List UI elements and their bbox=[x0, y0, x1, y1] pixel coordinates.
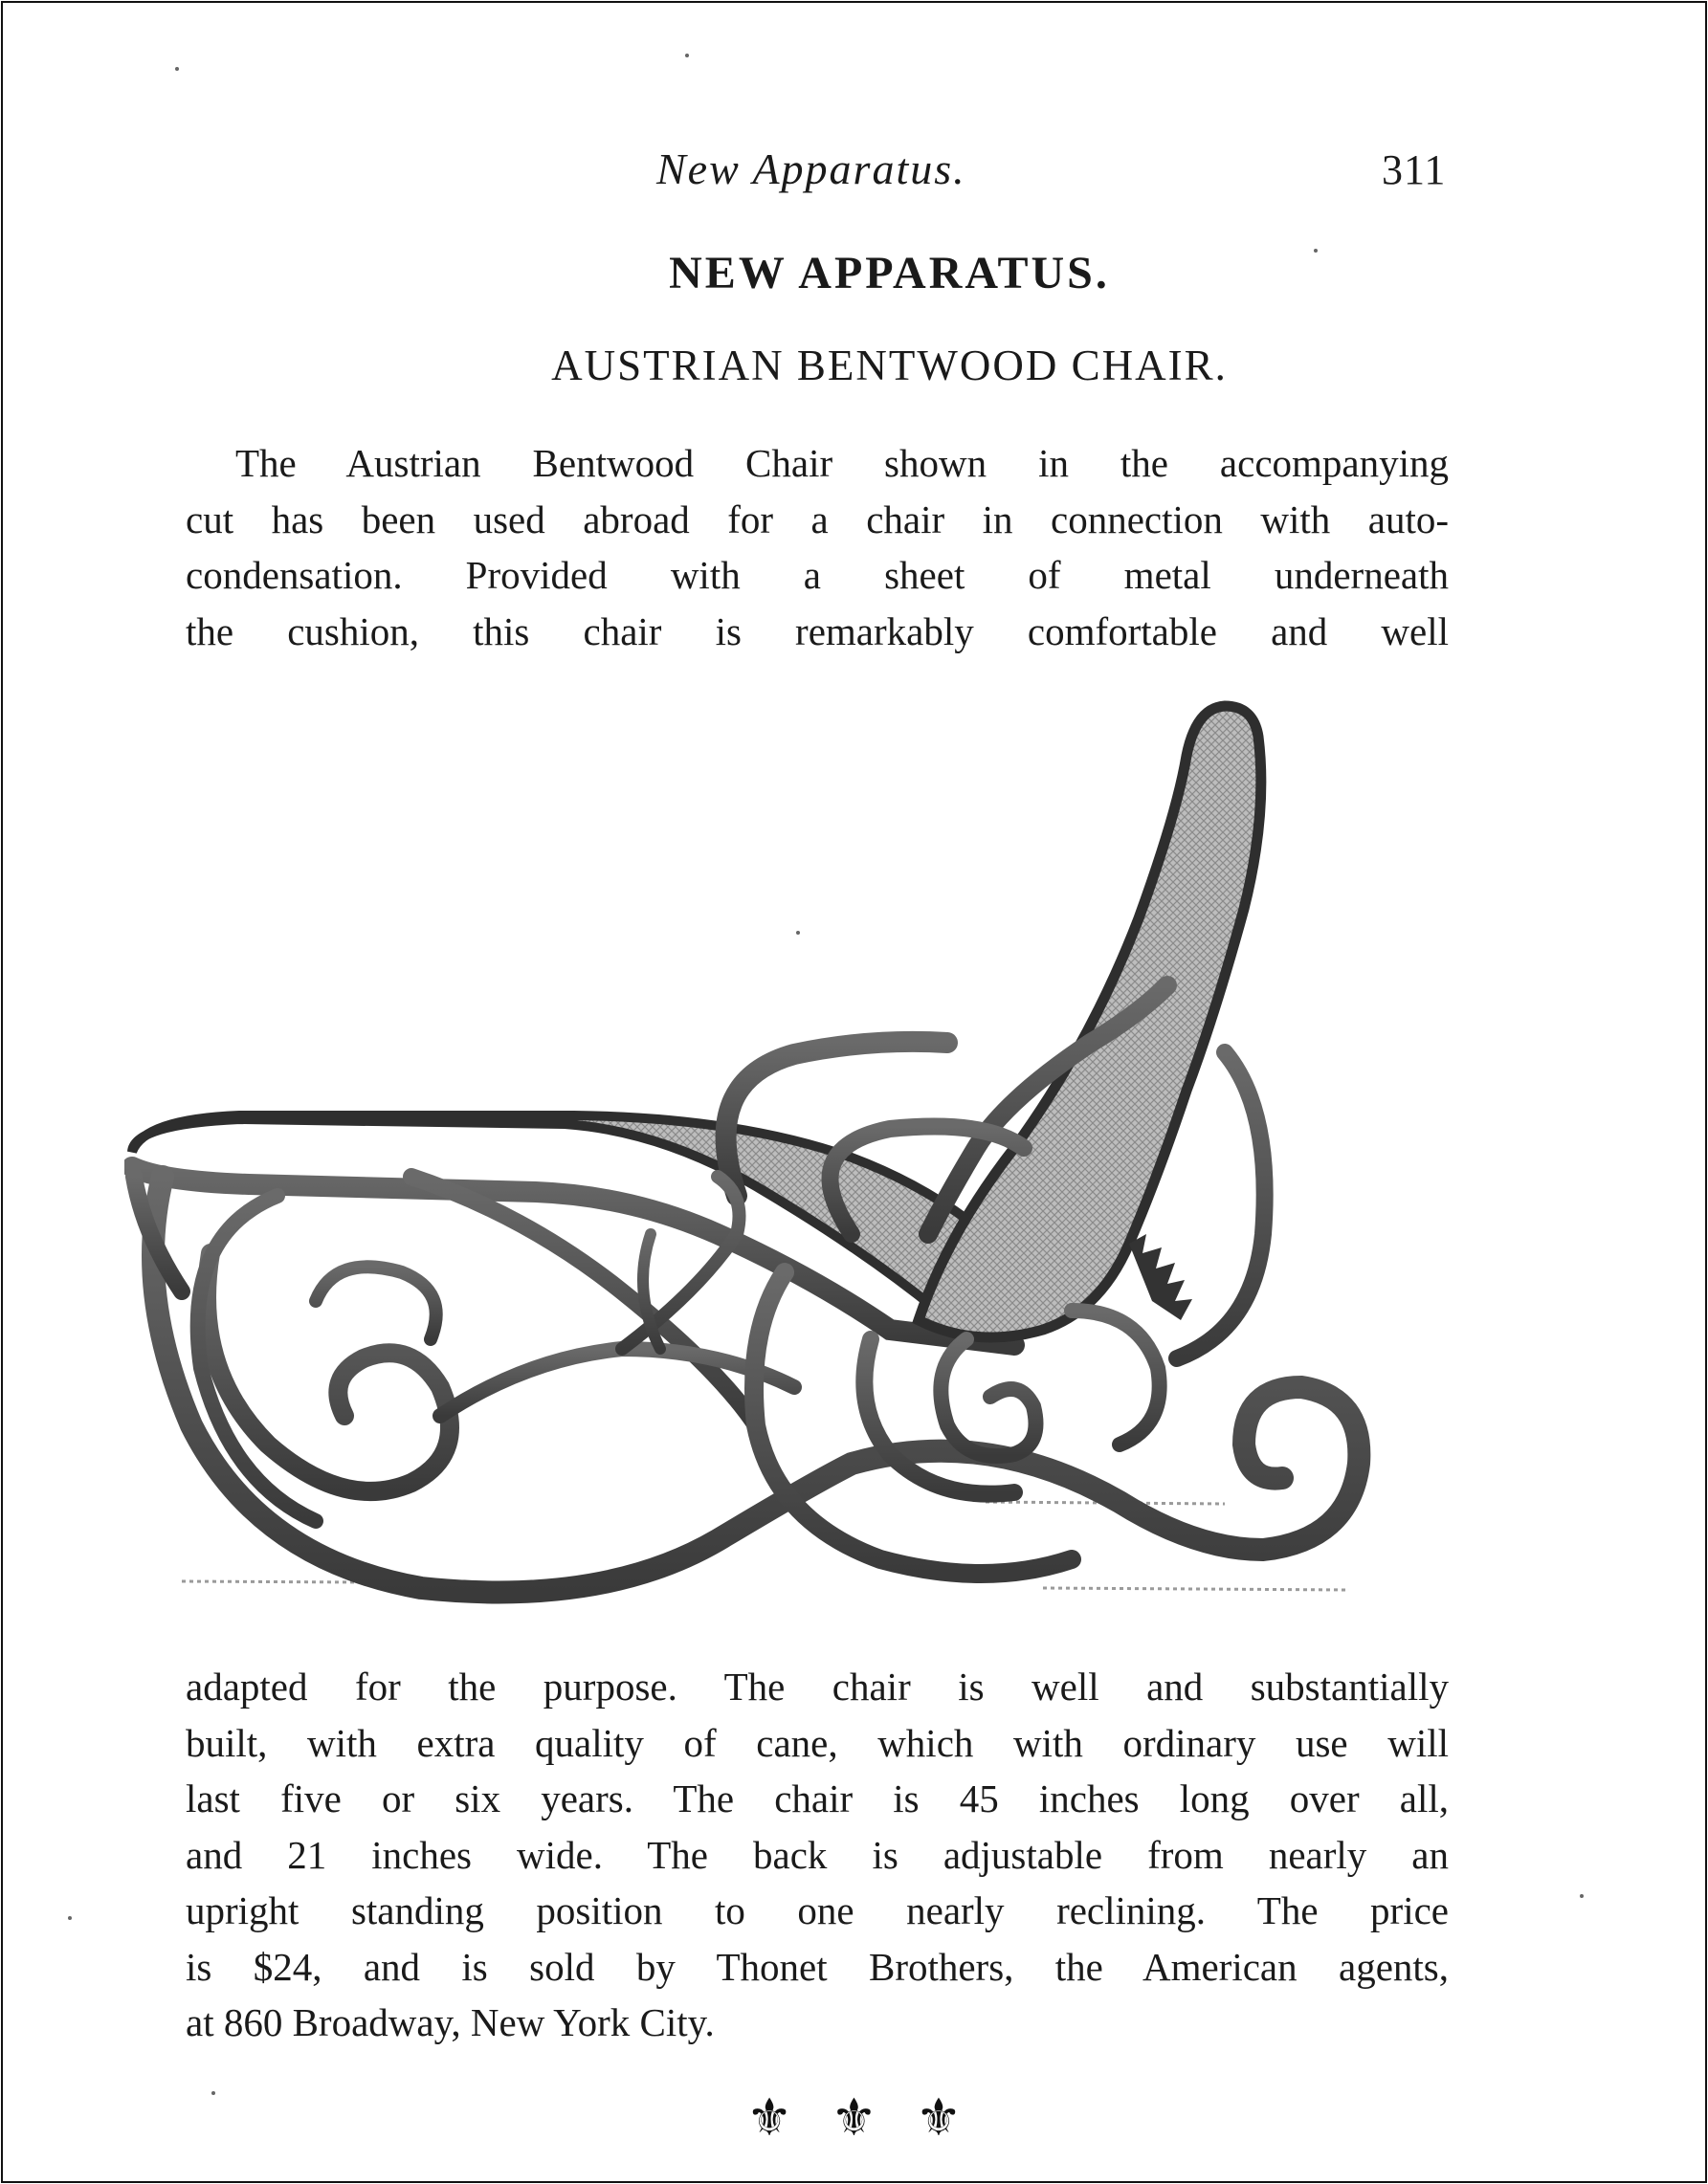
page-number: 311 bbox=[1382, 146, 1447, 193]
text-line: is $24, and is sold by Thonet Brothers, the American agents, bbox=[186, 1944, 1449, 1989]
text-line: cut has been used abroad for a chair in connection with auto- bbox=[186, 496, 1449, 541]
rocker-scrolls bbox=[153, 1177, 1359, 1592]
running-head bbox=[0, 143, 1708, 201]
text-line: upright standing position to one nearly reclining. The price bbox=[186, 1888, 1449, 1932]
text-line: at 860 Broadway, New York City. bbox=[186, 2000, 715, 2044]
text-line: last five or six years. The chair is 45 inches long over all, bbox=[186, 1776, 1449, 1820]
running-title: New Apparatus. bbox=[656, 144, 966, 193]
adjustment-ratchet bbox=[1129, 1234, 1192, 1320]
text-line: built, with extra quality of cane, which with ordinary use will bbox=[186, 1720, 1449, 1765]
article-title: AUSTRIAN BENTWOOD CHAIR. bbox=[551, 342, 1228, 389]
paragraph-before-figure bbox=[186, 435, 1449, 659]
text-line: and 21 inches wide. The back is adjustable from nearly an bbox=[186, 1832, 1449, 1877]
chair-backrest bbox=[919, 706, 1261, 1337]
text-line: adapted for the purpose. The chair is well and substantially bbox=[186, 1665, 1449, 1709]
text-line: The Austrian Bentwood Chair shown in the accompanying bbox=[235, 441, 1449, 485]
text-line: condensation. Provided with a sheet of metal underneath bbox=[186, 553, 1449, 597]
chair-seat bbox=[132, 1104, 1036, 1345]
bentwood-chair-illustration bbox=[124, 698, 1483, 1607]
fleur-de-lis-ornaments: ⚜⚜⚜ bbox=[745, 2089, 1001, 2147]
paragraph-after-figure bbox=[186, 1659, 1449, 2051]
text-line: the cushion, this chair is remarkably comfortable and well bbox=[186, 608, 1449, 653]
section-title: NEW APPARATUS. bbox=[669, 248, 1110, 298]
